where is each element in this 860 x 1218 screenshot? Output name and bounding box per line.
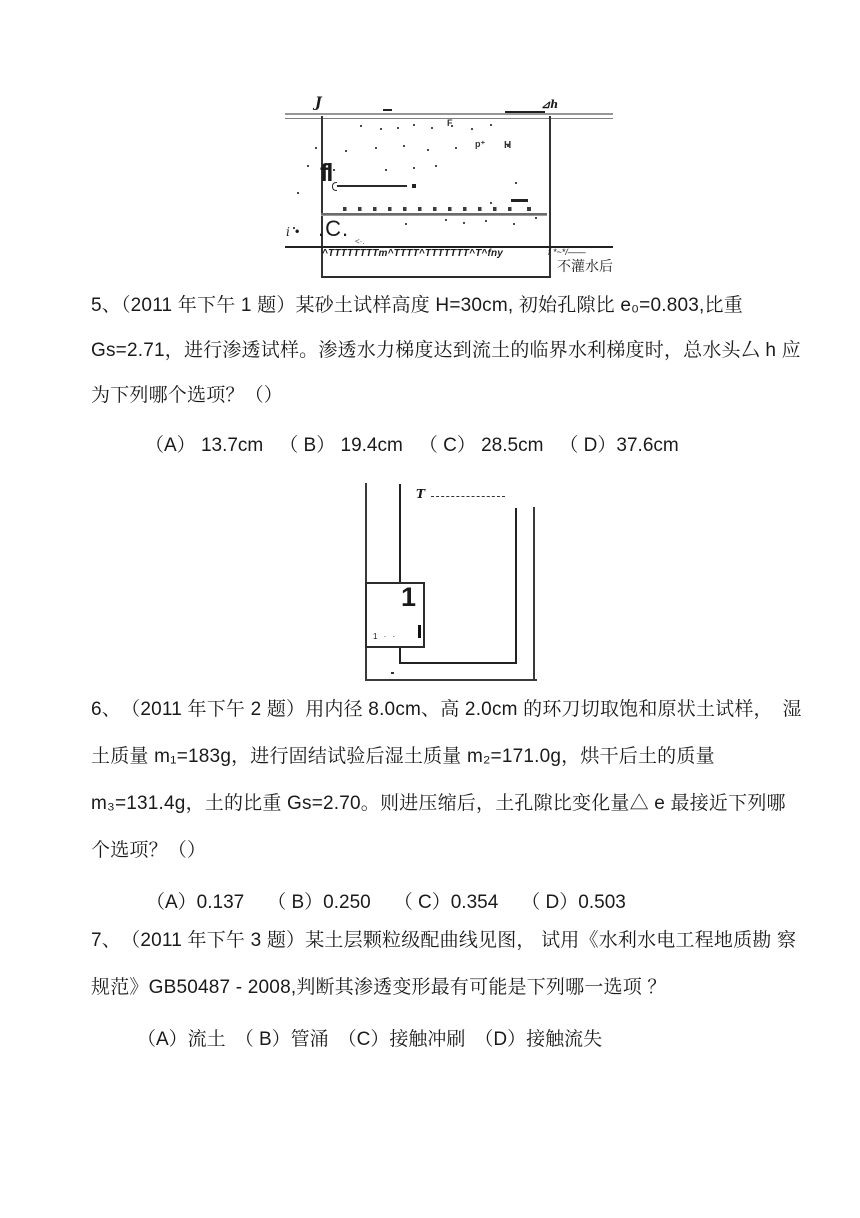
dash-mark: [383, 109, 392, 111]
option-d: （ D）0.503: [521, 892, 626, 913]
figure-permeameter: [361, 478, 545, 690]
figure-label-small-c: <·.: [355, 237, 365, 246]
option-b: （ B） 19.4cm: [279, 435, 403, 456]
options-row: [146, 887, 801, 914]
figure-note-f: f *~*/——: [548, 247, 586, 257]
option-a: （A）0.137: [146, 892, 245, 913]
option-c: （C）接触冲刷: [337, 1029, 466, 1050]
dashed-leader-line: [431, 496, 505, 497]
figure-label-t: T: [416, 487, 425, 501]
figure-label-f: F: [447, 118, 453, 128]
dash-mark-right: [511, 199, 528, 202]
tick-dots: 1 · ·: [373, 632, 398, 641]
question-text-line: Gs=2.71，进行渗透试样。渗透水力梯度达到流土的临界水利梯度时，总水头厶 h 应: [91, 340, 801, 361]
scan-speck: [391, 672, 394, 674]
figure-label-delta-h: ⊿h: [541, 98, 559, 111]
options-row: [137, 1024, 801, 1051]
question-text-line: m₃=131.4g，土的比重 Gs=2.70。则进压缩后，土孔隙比变化量△ e 最接近下列哪: [91, 793, 786, 814]
option-a: （A）流土: [137, 1029, 226, 1050]
option-d: （ D）37.6cm: [559, 435, 679, 456]
question-5-block: [91, 295, 801, 457]
question-6-block: [91, 699, 801, 914]
question-text-line: 为下列哪个选项？（）: [91, 385, 284, 406]
question-7-block: [91, 930, 801, 1051]
tick-mark: [418, 625, 421, 638]
question-text-line: 6、 （2011 年下午 2 题）用内径 8.0cm、高 2.0cm 的环刀切取饱和原状土试样， 湿: [91, 699, 802, 720]
figure-caption-no-water: 不灌水后: [557, 258, 613, 274]
soil-layer-line: [321, 213, 547, 216]
options-row: [145, 430, 801, 457]
dot-mark: [527, 207, 531, 211]
arrow-line: [337, 185, 407, 187]
inner-right-wall: [515, 508, 517, 664]
option-d: （D）接触流失: [474, 1029, 603, 1050]
figure-label-1: 1: [401, 582, 417, 612]
outer-bottom-wall: [365, 679, 537, 681]
option-b: （ B）管涌: [234, 1029, 329, 1050]
figure-label-c: .C.: [318, 216, 350, 241]
figure-label-j: J: [315, 95, 322, 111]
question-text-line: 5、（2011 年下午 1 题）某砂土试样高度 H=30cm, 初始孔隙比 e₀=0.803,比重: [91, 295, 743, 316]
question-text-line: 个选项？（）: [91, 840, 207, 861]
question-text-line: 土质量 m₁=183g，进行固结试验后湿土质量 m₂=171.0g，烘干后土的质量: [91, 746, 715, 767]
outer-right-wall: [533, 507, 535, 681]
dotted-soil-row: [343, 207, 519, 211]
question-text-line: 规范》GB50487 - 2008,判断其渗透变形最有可能是下列哪一选项 ？: [91, 977, 667, 998]
option-c: （ C）0.354: [393, 892, 499, 913]
figure-label-i: i •: [286, 225, 301, 239]
question-text-line: 7、 （2011 年下午 3 题）某土层颗粒级配曲线见图， 试用《水利水电工程地质勘 察: [91, 930, 797, 951]
option-c: （ C） 28.5cm: [418, 435, 544, 456]
figure-seepage-scan: [285, 97, 613, 281]
figure-label-fl: fl: [320, 159, 332, 187]
hatch-text: ^TTTTTTTTm^TTTT^TTTTTTT^T^fny: [322, 248, 504, 259]
figure-label-h: H: [504, 140, 512, 151]
option-a: （A） 13.7cm: [145, 435, 264, 456]
inner-bottom-wall: [399, 662, 517, 664]
option-b: （ B）0.250: [267, 892, 371, 913]
scan-noise-speckles: [285, 97, 287, 99]
figure-label-p: p⁺: [475, 139, 486, 149]
